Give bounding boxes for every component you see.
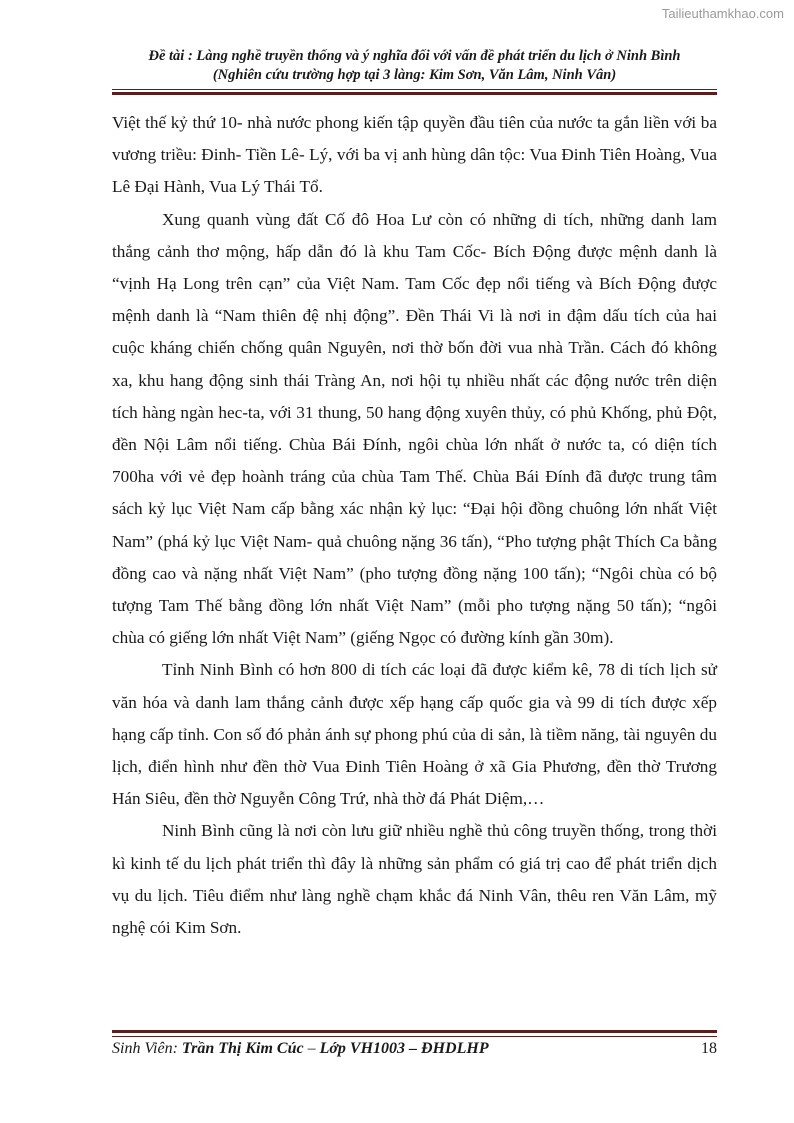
body-text bbox=[112, 107, 717, 944]
header-title: Đề tài : Làng nghề truyền thống và ý nghĩa đối với vấn đề phát triển du lịch ở Ninh Bình bbox=[148, 48, 681, 64]
page-footer bbox=[112, 1040, 717, 1058]
header-divider-thin bbox=[112, 89, 717, 90]
page-header bbox=[112, 47, 717, 85]
footer-divider-thick bbox=[112, 1030, 717, 1033]
footer-student-name: Trần Thị Kim Cúc bbox=[181, 1040, 304, 1057]
paragraph-4: Ninh Bình cũng là nơi còn lưu giữ nhiều nghề thủ công truyền thống, trong thời kì kinh tế du lịch phát triển thì đây là những sản phẩm có giá trị cao để phát triển dịch vụ du lịch. Tiêu điểm như làng nghề chạm khắc đá Ninh Vân, thêu ren Văn Lâm, mỹ nghệ cói Kim Sơn. bbox=[112, 821, 717, 938]
footer-class-info: Lớp VH1003 – ĐHDLHP bbox=[319, 1040, 489, 1057]
header-divider-thick bbox=[112, 92, 717, 95]
paragraph-3: Tỉnh Ninh Bình có hơn 800 di tích các loại đã được kiểm kê, 78 di tích lịch sử văn hóa và danh lam thắng cảnh được xếp hạng cấp quốc gia và 99 di tích được xếp hạng cấp tỉnh. Con số đó phản ánh sự phong phú của di sản, là tiềm năng, tài nguyên du lịch, điển hình như đền thờ Vua Đinh Tiên Hoàng ở xã Gia Phương, đền thờ Trương Hán Siêu, đền thờ Nguyễn Công Trứ, nhà thờ đá Phát Diệm,… bbox=[112, 660, 717, 809]
footer-divider-thin bbox=[112, 1036, 717, 1037]
footer-label: Sinh Viên: bbox=[112, 1040, 182, 1057]
page-number: 18 bbox=[701, 1040, 717, 1057]
footer-separator: – bbox=[303, 1040, 320, 1057]
paragraph-2: Xung quanh vùng đất Cố đô Hoa Lư còn có những di tích, những danh lam thắng cảnh thơ mộng, hấp dẫn đó là khu Tam Cốc- Bích Động được mệnh danh là “vịnh Hạ Long trên cạn” của Việt Nam. Tam Cốc đẹp nổi tiếng và Bích Động được mệnh danh là “Nam thiên đệ nhị động”. Đền Thái Vi là nơi in đậm dấu tích của hai cuộc kháng chiến chống quân Nguyên, nơi thờ bốn đời vua nhà Trần. Cách đó không xa, khu hang động sinh thái Tràng An, nơi hội tụ nhiều nhất các động nước trên diện tích hàng ngàn hec-ta, với 31 thung, 50 hang động xuyên thủy, có phủ Khống, phủ Đột, đền Nội Lâm nổi tiếng. Chùa Bái Đính, ngôi chùa lớn nhất ở nước ta, có diện tích 700ha với vẻ đẹp hoành tráng của chùa Tam Thế. Chùa Bái Đính đã được trung tâm sách kỷ lục Việt Nam cấp bằng xác nhận kỷ lục: “Đại hội đồng chuông lớn nhất Việt Nam” (phá kỷ lục Việt Nam- quả chuông nặng 36 tấn), “Pho tượng phật Thích Ca bằng đồng cao và nặng nhất Việt Nam” (pho tượng đồng nặng 100 tấn); “Ngôi chùa có bộ tượng Tam Thế bằng đồng lớn nhất Việt Nam” (mỗi pho tượng nặng 50 tấn); “ngôi chùa có giếng lớn nhất Việt Nam” (giếng Ngọc có đường kính gần 30m). bbox=[112, 209, 717, 648]
header-subtitle: (Nghiên cứu trường hợp tại 3 làng: Kim Sơn, Văn Lâm, Ninh Vân) bbox=[212, 67, 617, 83]
paragraph-1: Việt thế kỷ thứ 10- nhà nước phong kiến tập quyền đầu tiên của nước ta gắn liền với ba vương triều: Đinh- Tiền Lê- Lý, với ba vị anh hùng dân tộc: Vua Đinh Tiên Hoàng, Vua Lê Đại Hành, Vua Lý Thái Tổ. bbox=[112, 113, 717, 197]
watermark: Tailieuthamkhao.com bbox=[661, 6, 784, 21]
